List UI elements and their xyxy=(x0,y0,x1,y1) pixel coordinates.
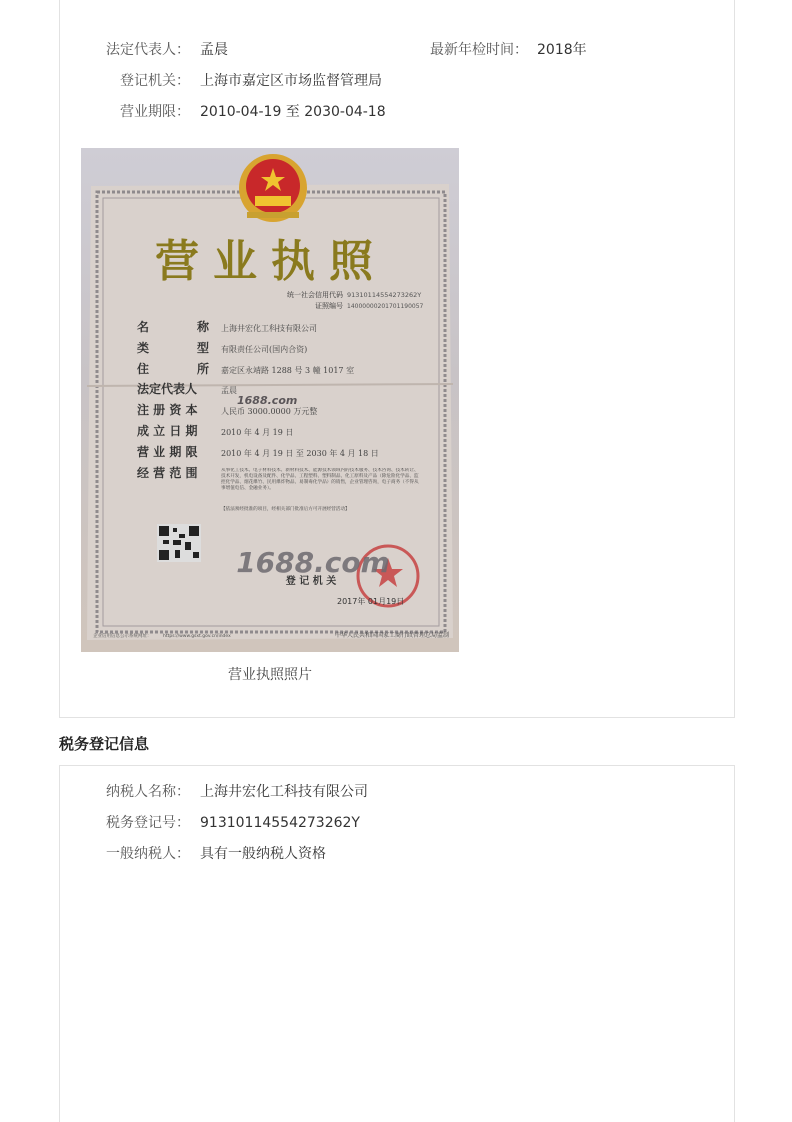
license-document-graphic xyxy=(81,148,459,652)
legal-rep-value: 孟晨 xyxy=(200,42,228,58)
license-heading: 营业执照 xyxy=(155,236,387,287)
tax-section-title: 税务登记信息 xyxy=(59,735,150,753)
general-taxpayer-row xyxy=(0,845,792,865)
field-label-founded: 成 立 日 期 xyxy=(137,424,198,438)
legal-rep-row xyxy=(0,41,792,61)
field-label-term: 营 业 期 限 xyxy=(137,445,198,459)
credit-code-label: 统一社会信用代码 xyxy=(287,291,343,299)
field-value-name: 上海井宏化工科技有限公司 xyxy=(221,324,317,333)
field-value-capital: 人民币 3000.0000 万元整 xyxy=(221,407,318,416)
field-label-scope: 经 营 范 围 xyxy=(137,466,198,480)
tax-reg-no-value: 91310114554273262Y xyxy=(200,815,360,831)
field-value-address: 嘉定区永靖路 1288 号 3 幢 1017 室 xyxy=(221,366,355,375)
annual-check-value: 2018年 xyxy=(537,42,587,58)
field-value-scope: 从事化工技术、电子材料技术、新材料技术、能源技术领域内的技术服务、技术咨询、技术转让、技术开发，机电设备及配件、化学品、工程塑料、塑料制品、化工原料及产品（除危险化学品、监控化学品、烟花爆竹、民用爆炸物品、易制毒化学品）的销售，企业管理咨询，电子商务（不得从事增值电信、金融业务）。 xyxy=(221,468,419,491)
credit-code: 91310114554273262Y xyxy=(347,291,422,299)
issue-date: 2017年 01月19日 xyxy=(337,597,405,606)
taxpayer-name-row xyxy=(0,783,792,803)
field-label-name: 名 称 xyxy=(137,320,210,334)
tax-reg-no-row xyxy=(0,814,792,834)
reg-authority-value: 上海市嘉定区市场监督管理局 xyxy=(200,73,382,89)
legal-rep-label: 法定代表人： xyxy=(106,42,190,58)
field-value-term: 2010 年 4 月 19 日 至 2030 年 4 月 18 日 xyxy=(221,449,379,458)
field-value-scope-note: 【依法须经批准的项目，经相关部门批准后方可开展经营活动】 xyxy=(221,507,350,512)
taxpayer-name-value: 上海井宏化工科技有限公司 xyxy=(200,784,368,800)
general-taxpayer-label: 一般纳税人： xyxy=(106,846,190,862)
annual-check-label: 最新年检时间： xyxy=(430,42,528,58)
license-photo-caption: 营业执照照片 xyxy=(228,667,312,683)
term-value: 2010-04-19 至 2030-04-18 xyxy=(200,104,386,120)
term-label: 营业期限： xyxy=(120,104,190,120)
field-label-address: 住 所 xyxy=(137,362,210,376)
field-value-legal-rep: 孟晨 xyxy=(221,386,237,395)
field-value-founded: 2010 年 4 月 19 日 xyxy=(221,428,294,437)
term-row xyxy=(0,103,792,123)
watermark-big: 1688.com xyxy=(236,546,390,579)
qr-code xyxy=(157,524,201,562)
watermark-small: 1688.com xyxy=(237,394,298,407)
footer-url: https://www.gsxt.gov.cn/index xyxy=(163,634,231,639)
business-license-photo xyxy=(81,148,459,652)
field-value-type: 有限责任公司(国内合资) xyxy=(221,345,308,354)
reg-authority-row xyxy=(0,72,792,92)
reg-authority-label: 登记机关： xyxy=(120,73,190,89)
field-label-type: 类 型 xyxy=(137,341,210,355)
taxpayer-name-label: 纳税人名称： xyxy=(106,784,190,800)
license-no-label: 证照编号 xyxy=(315,302,343,310)
field-label-legal-rep: 法定代表人 xyxy=(137,382,198,396)
authority-label: 登 记 机 关 xyxy=(285,576,337,587)
national-emblem xyxy=(239,154,307,222)
tax-reg-no-label: 税务登记号： xyxy=(106,815,190,831)
field-label-capital: 注 册 资 本 xyxy=(137,403,198,417)
license-no: 14000000201701190057 xyxy=(347,303,424,310)
footer-left: 企业信用信息公示系统网址： xyxy=(93,634,152,639)
general-taxpayer-value: 具有一般纳税人资格 xyxy=(200,846,326,862)
footer-right: 中华人民共和国国家工商行政管理总局监制 xyxy=(334,632,449,639)
